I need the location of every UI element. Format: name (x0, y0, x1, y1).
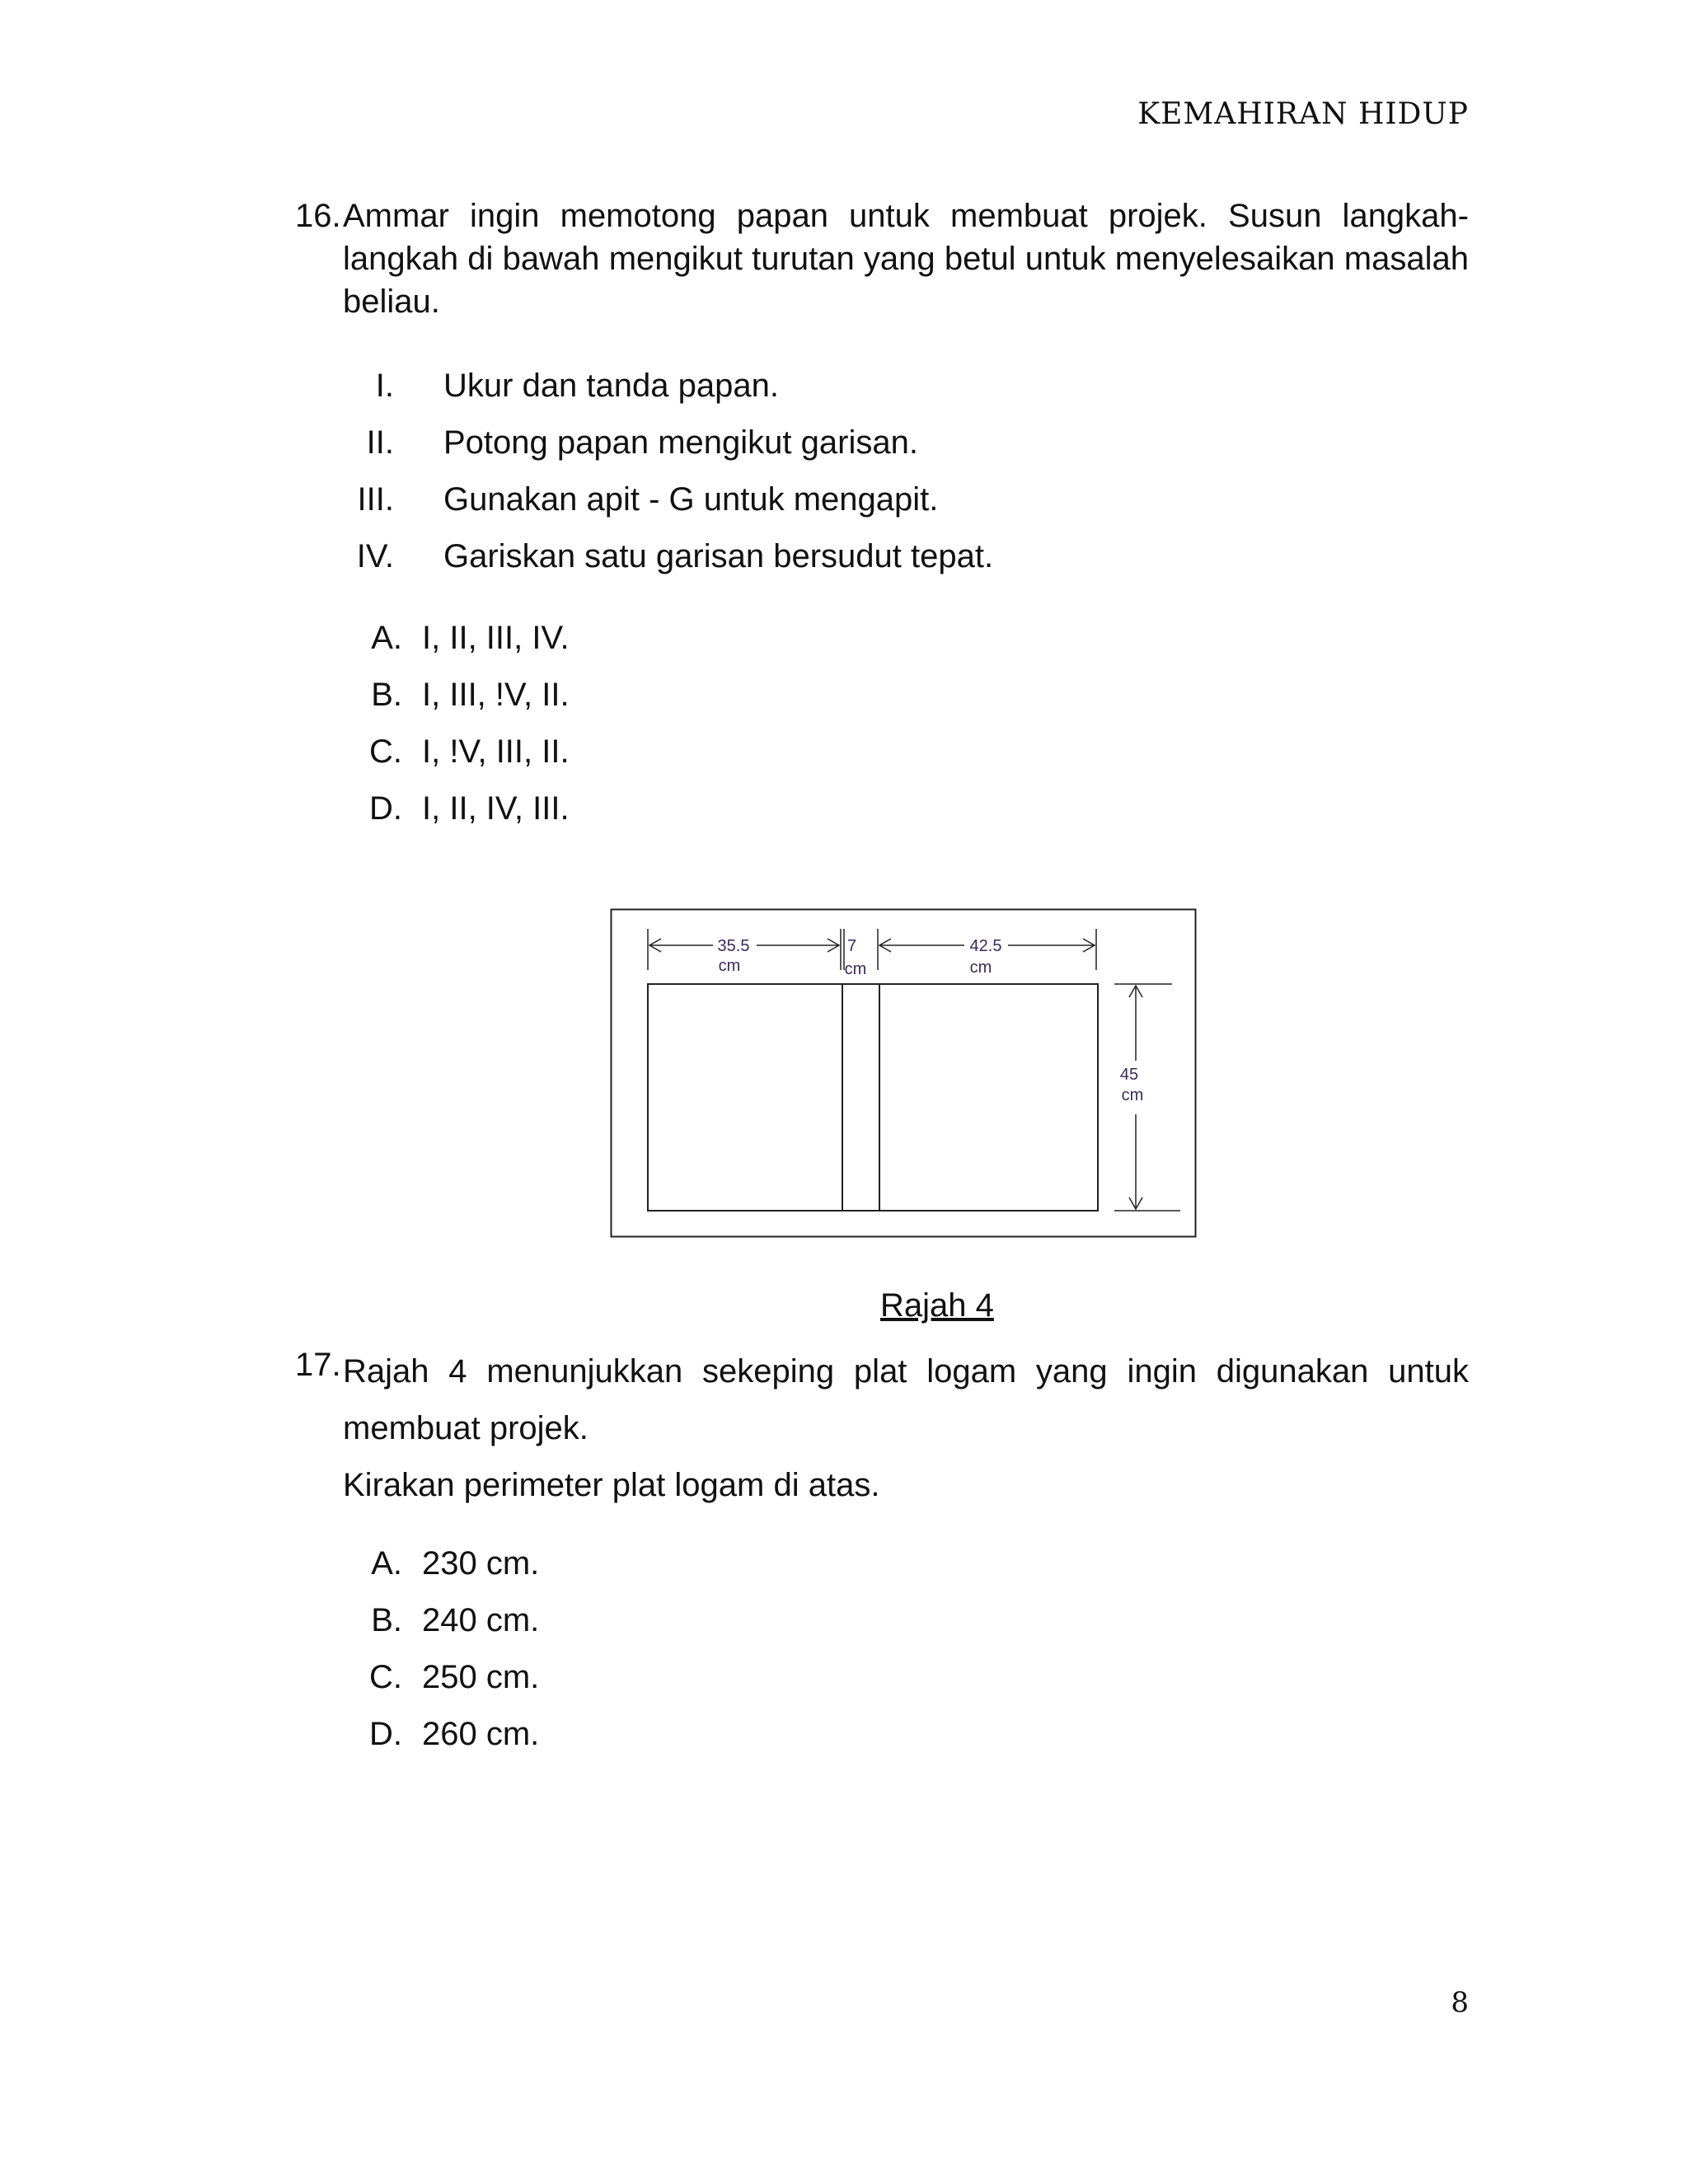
diagram-frame (612, 910, 1196, 1237)
question-number: 16. (295, 198, 341, 234)
dim-height-unit: cm (1121, 1086, 1144, 1104)
answer-options (295, 1542, 1469, 1769)
option-letter: C. (369, 1659, 402, 1695)
question-text: Rajah 4 menunjukkan sekeping plat logam yang ingin digunakan untuk membuat projek. (343, 1353, 1469, 1446)
dim-height-value: 45 (1119, 1066, 1139, 1084)
option-text: 230 cm. (422, 1545, 540, 1582)
dim-right-value: 42.5 (969, 937, 1002, 955)
list-item (295, 364, 1469, 421)
question-16-stem (295, 194, 1469, 323)
question-16 (295, 194, 1469, 844)
option-letter: C. (369, 733, 402, 770)
option-text: 240 cm. (422, 1602, 540, 1638)
answer-option-d (295, 1713, 1469, 1769)
step-text: Gariskan satu garisan bersudut tepat. (443, 538, 994, 574)
option-letter: A. (371, 1545, 402, 1582)
option-letter: D. (369, 790, 402, 827)
list-item (295, 421, 1469, 478)
dim-mid-unit: cm (844, 960, 867, 978)
step-text: Ukur dan tanda papan. (443, 368, 779, 404)
answer-options (295, 616, 1469, 844)
option-text: I, !V, III, II. (422, 733, 570, 770)
answer-option-d (295, 787, 1469, 844)
option-text: 260 cm. (422, 1716, 540, 1752)
dim-left-unit: cm (718, 957, 741, 975)
page-header: KEMAHIRAN HIDUP (1137, 97, 1469, 131)
question-number: 17. (295, 1347, 341, 1383)
answer-option-a (295, 616, 1469, 673)
option-text: I, II, IV, III. (422, 790, 570, 827)
answer-option-b (295, 1599, 1469, 1656)
option-letter: A. (371, 620, 402, 656)
step-number: II. (366, 424, 394, 461)
option-letter: B. (371, 677, 402, 713)
question-instruction: Kirakan perimeter plat logam di atas. (343, 1467, 880, 1503)
question-17-stem (295, 1343, 1469, 1457)
plate-outline (648, 984, 1098, 1211)
option-text: 250 cm. (422, 1659, 540, 1695)
page-number: 8 (1451, 1986, 1469, 2019)
dim-right-unit: cm (969, 958, 992, 977)
question-17 (295, 1343, 1469, 1769)
answer-option-c (295, 1656, 1469, 1713)
metal-plate-diagram (610, 908, 1197, 1238)
answer-option-c (295, 730, 1469, 787)
step-number: I. (375, 368, 394, 404)
option-text: I, III, !V, II. (422, 677, 570, 713)
dim-left-value: 35.5 (717, 937, 750, 955)
step-list (295, 364, 1469, 592)
option-letter: B. (371, 1602, 402, 1638)
question-text: Ammar ingin memotong papan untuk membuat projek. Susun langkah-langkah di bawah mengikut turutan yang betul untuk menyelesaikan masalah beliau. (343, 198, 1469, 320)
answer-option-a (295, 1542, 1469, 1599)
option-letter: D. (369, 1716, 402, 1752)
step-number: IV. (356, 538, 394, 574)
step-text: Potong papan mengikut garisan. (443, 424, 918, 461)
option-text: I, II, III, IV. (422, 620, 570, 656)
step-text: Gunakan apit - G untuk mengapit. (443, 481, 939, 518)
figure-caption: Rajah 4 (880, 1287, 994, 1324)
step-number: III. (357, 481, 394, 518)
answer-option-b (295, 673, 1469, 730)
list-item (295, 478, 1469, 535)
list-item (295, 535, 1469, 592)
dim-mid-value: 7 (847, 937, 857, 955)
